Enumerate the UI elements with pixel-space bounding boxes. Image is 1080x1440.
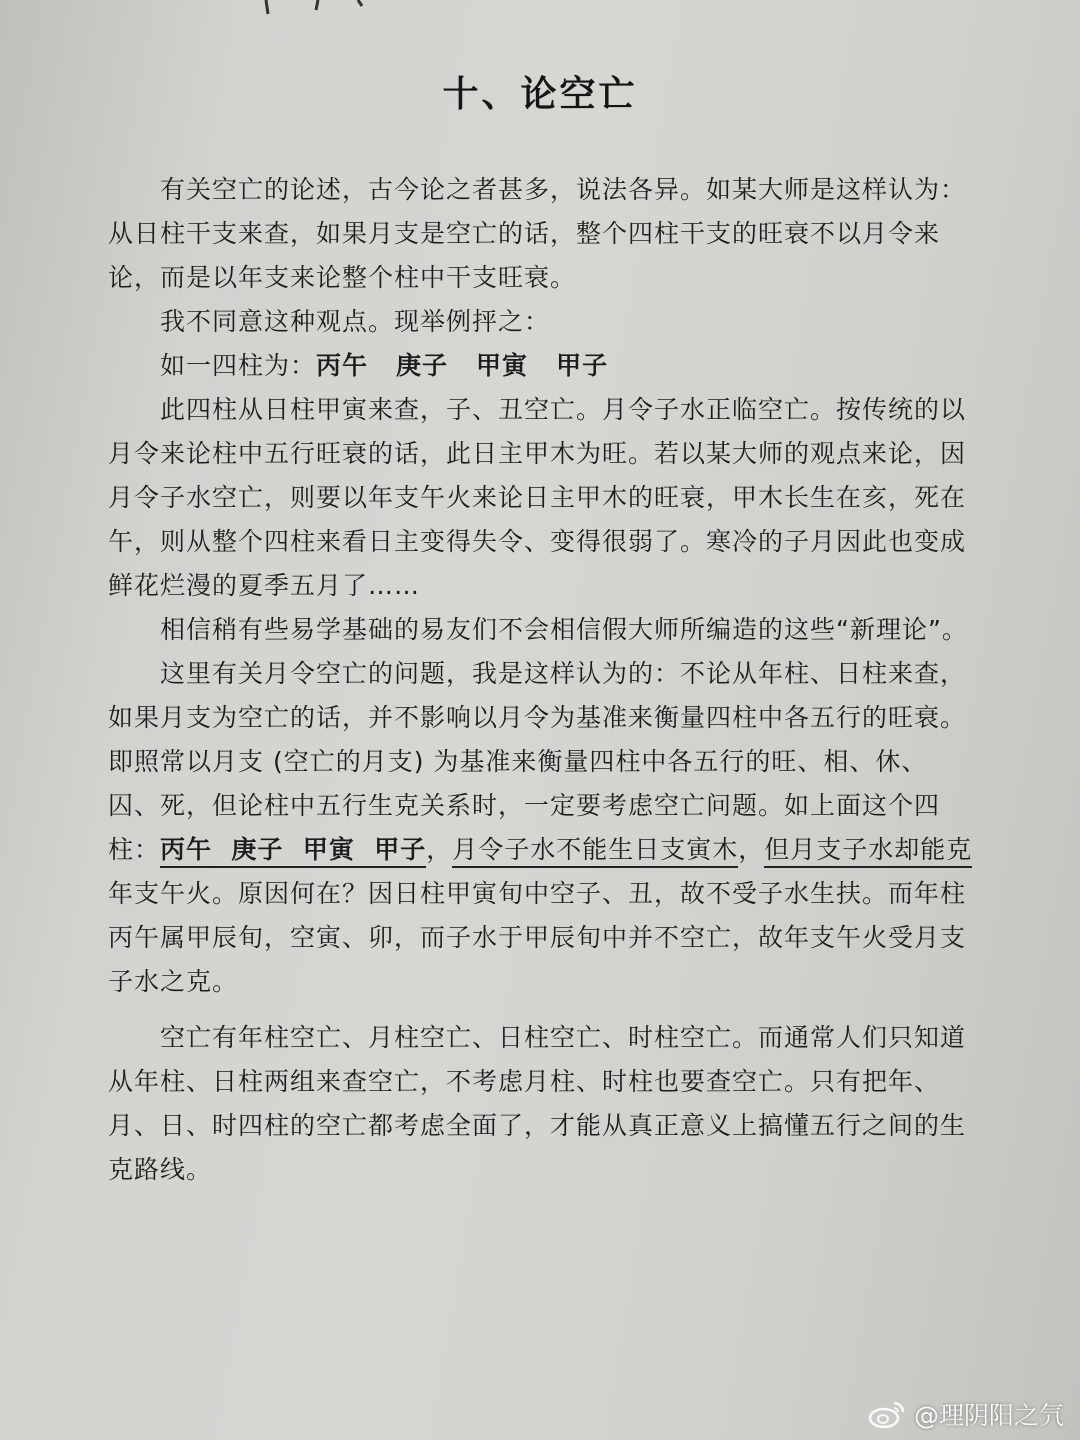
pillars-line [108,344,1028,388]
text-line: 此四柱从日柱甲寅来查，子、丑空亡。月令子水正临空亡。按传统的以 [160,395,967,424]
underlined-line [108,828,1028,872]
text-line: 午，则从整个四柱来看日主变得失令、变得很弱了。寒冷的子月因此也变成 [108,527,967,556]
text-line: 如果月支为空亡的话，并不影响以月令为基准来衡量四柱中各五行的旺衰。 [108,703,967,732]
text-line: 月、日、时四柱的空亡都考虑全面了，才能从真正意义上搞懂五行之间的生 [108,1111,967,1140]
text-line: 鲜花烂漫的夏季五月了…… [108,571,421,600]
text-line: 有关空亡的论述，古今论之者甚多，说法各异。如某大师是这样认为： [160,175,967,204]
weibo-icon [868,1399,906,1429]
pillar-day: 甲寅 [476,351,529,380]
text-line: 月令来论柱中五行旺衰的话，此日主甲木为旺。若以某大师的观点来论，因 [108,439,967,468]
text-segment: ， [426,835,453,864]
underlined-pillars: 丙午 庚子 甲寅 甲子 [160,835,426,868]
text-line: 丙午属甲辰旬，空寅、卯，而子水于甲辰旬中并不空亡，故年支午火受月支 [108,923,967,952]
pillars-prefix: 如一四柱为： [160,351,317,380]
text-line: 从日柱干支来查，如果月支是空亡的话，整个四柱干支的旺衰不以月令来 [108,219,941,248]
text-line: 年支午火。原因何在？因日柱甲寅旬中空子、丑，故不受子水生扶。而年柱 [108,879,967,908]
text-line: 月令子水空亡，则要以年支午火来论日主甲木的旺衰，甲木长生在亥，死在 [108,483,967,512]
pillar-hour: 甲子 [556,351,609,380]
text-line: 空亡有年柱空亡、月柱空亡、日柱空亡、时柱空亡。而通常人们只知道 [160,1023,967,1052]
pillar-year: 丙午 [316,351,369,380]
text-segment: 柱： [108,835,161,864]
page-top-mark [258,0,378,18]
chapter-body [108,168,1028,1192]
chapter-title: 十、论空亡 [442,74,638,115]
watermark-text: @理阴阳之氕 [913,1401,1064,1430]
watermark [868,1396,1064,1432]
text-line: 即照常以月支 (空亡的月支) 为基准来衡量四柱中各五行的旺、相、休、 [108,747,928,776]
text-line: 这里有关月令空亡的问题，我是这样认为的：不论从年柱、日柱来查， [160,659,967,688]
text-line: 论，而是以年支来论整个柱中干支旺衰。 [108,263,577,292]
text-line: 相信稍有些易学基础的易友们不会相信假大师所编造的这些“新理论”。 [160,615,968,644]
text-line: 克路线。 [108,1155,213,1184]
text-line: 子水之克。 [108,967,239,996]
underlined-phrase: 但月支子水却能克 [764,835,972,868]
text-line: 我不同意这种观点。现举例抨之： [160,307,551,336]
text-line: 从年柱、日柱两组来查空亡，不考虑月柱、时柱也要查空亡。只有把年、 [108,1067,941,1096]
pillar-month: 庚子 [396,351,449,380]
text-segment: ， [738,835,765,864]
underlined-phrase: 月令子水不能生日支寅木 [452,835,738,868]
text-line: 囚、死，但论柱中五行生克关系时，一定要考虑空亡问题。如上面这个四 [108,791,941,820]
